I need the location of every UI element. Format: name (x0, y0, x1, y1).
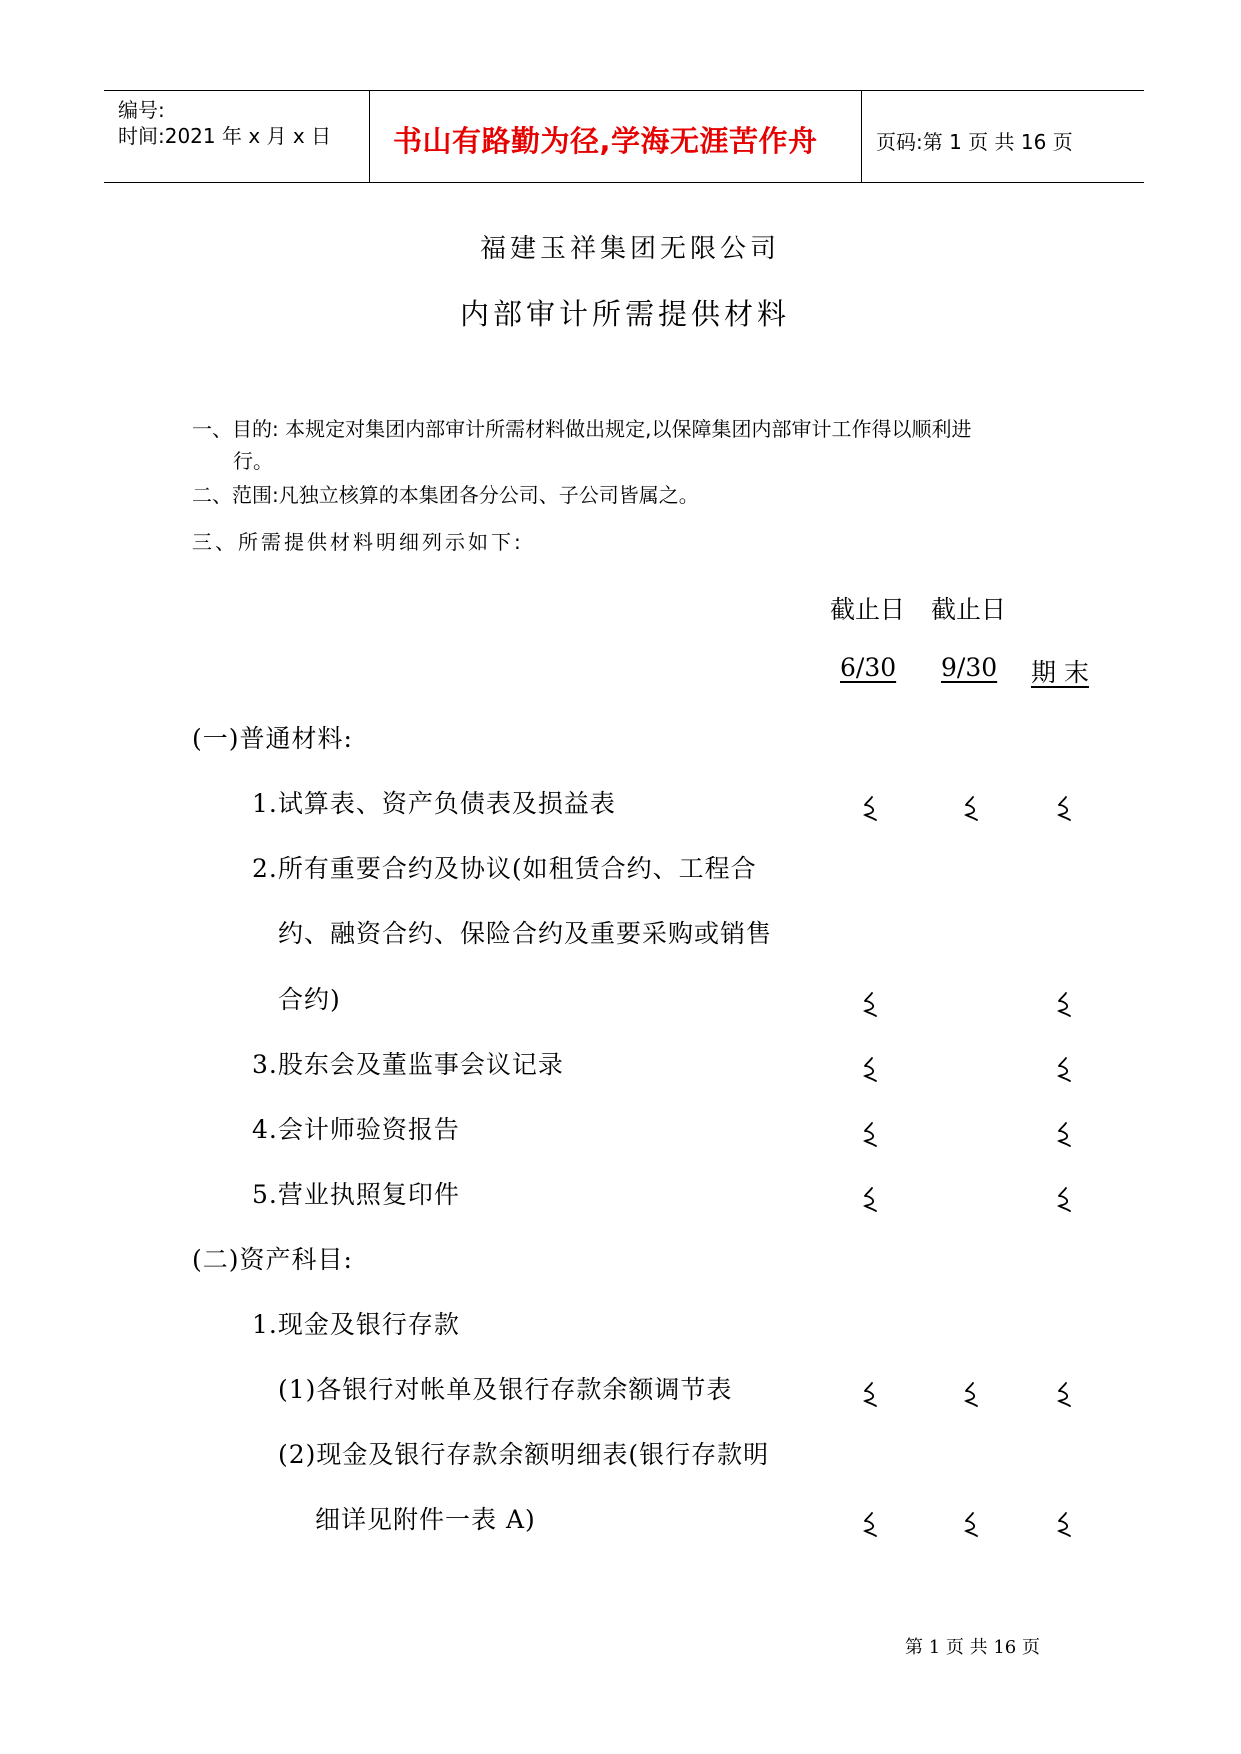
item-meeting-records: 3.股东会及董监事会议记录 (252, 1050, 564, 1079)
check-mark-icon (1055, 796, 1073, 822)
check-mark-icon (1055, 1187, 1073, 1213)
check-mark-icon (861, 796, 879, 822)
item-contracts-line1: 2.所有重要合约及协议(如租赁合约、工程合 (252, 854, 757, 883)
check-mark-icon (1055, 1057, 1073, 1083)
check-mark-icon (1055, 1122, 1073, 1148)
check-mark-icon (861, 1187, 879, 1213)
check-mark-icon (861, 1382, 879, 1408)
group-general: (一)普通材料: (192, 724, 353, 753)
section-details: 三、所需提供材料明细列示如下: (192, 530, 524, 554)
asset-cash-bank: 1.现金及银行存款 (252, 1310, 460, 1339)
asset-cash-detail-line2: 细详见附件一表 A) (315, 1505, 536, 1534)
group-assets: (二)资产科目: (192, 1245, 353, 1274)
check-mark-icon (962, 1382, 980, 1408)
header-bottom-border (104, 182, 1144, 183)
check-mark-icon (1055, 1512, 1073, 1538)
company-name: 福建玉祥集团无限公司 (480, 234, 781, 264)
column-date-9-30: 9/30 (941, 653, 998, 682)
column-date-6-30: 6/30 (840, 653, 897, 682)
header-divider-left (369, 90, 370, 183)
header-motto: 书山有路勤为径,学海无涯苦作舟 (393, 124, 818, 158)
header-number-label: 编号: (118, 98, 165, 122)
header-time-label: 时间:2021 年 x 月 x 日 (118, 124, 332, 148)
column-period-end: 期 末 (1031, 658, 1089, 687)
page-footer: 第 1 页 共 16 页 (905, 1637, 1040, 1658)
header-divider-right (861, 90, 862, 183)
section-scope: 二、范围:凡独立核算的本集团各分公司、子公司皆属之。 (192, 483, 699, 507)
check-mark-icon (962, 796, 980, 822)
section-purpose: 一、目的: 本规定对集团内部审计所需材料做出规定,以保障集团内部审计工作得以顺利进 (192, 417, 972, 441)
item-contracts-line2: 约、融资合约、保险合约及重要采购或销售 (278, 919, 773, 948)
asset-cash-detail-line1: (2)现金及银行存款余额明细表(银行存款明 (278, 1440, 770, 1469)
check-mark-icon (962, 1512, 980, 1538)
item-trial-balance: 1.试算表、资产负债表及损益表 (252, 789, 616, 818)
check-mark-icon (1055, 992, 1073, 1018)
header-top-border (104, 90, 1144, 91)
asset-bank-statements: (1)各银行对帐单及银行存款余额调节表 (278, 1375, 733, 1404)
item-audit-report: 4.会计师验资报告 (252, 1115, 460, 1144)
check-mark-icon (861, 992, 879, 1018)
check-mark-icon (1055, 1382, 1073, 1408)
header-page-info: 页码:第 1 页 共 16 页 (876, 130, 1073, 154)
column-cutoff-1: 截止日 (830, 595, 906, 624)
item-business-license: 5.营业执照复印件 (252, 1180, 460, 1209)
check-mark-icon (861, 1512, 879, 1538)
check-mark-icon (861, 1122, 879, 1148)
item-contracts-line3: 合约) (278, 985, 341, 1014)
section-purpose-cont: 行。 (233, 449, 273, 473)
document-title: 内部审计所需提供材料 (460, 297, 791, 331)
check-mark-icon (861, 1057, 879, 1083)
column-cutoff-2: 截止日 (931, 595, 1007, 624)
